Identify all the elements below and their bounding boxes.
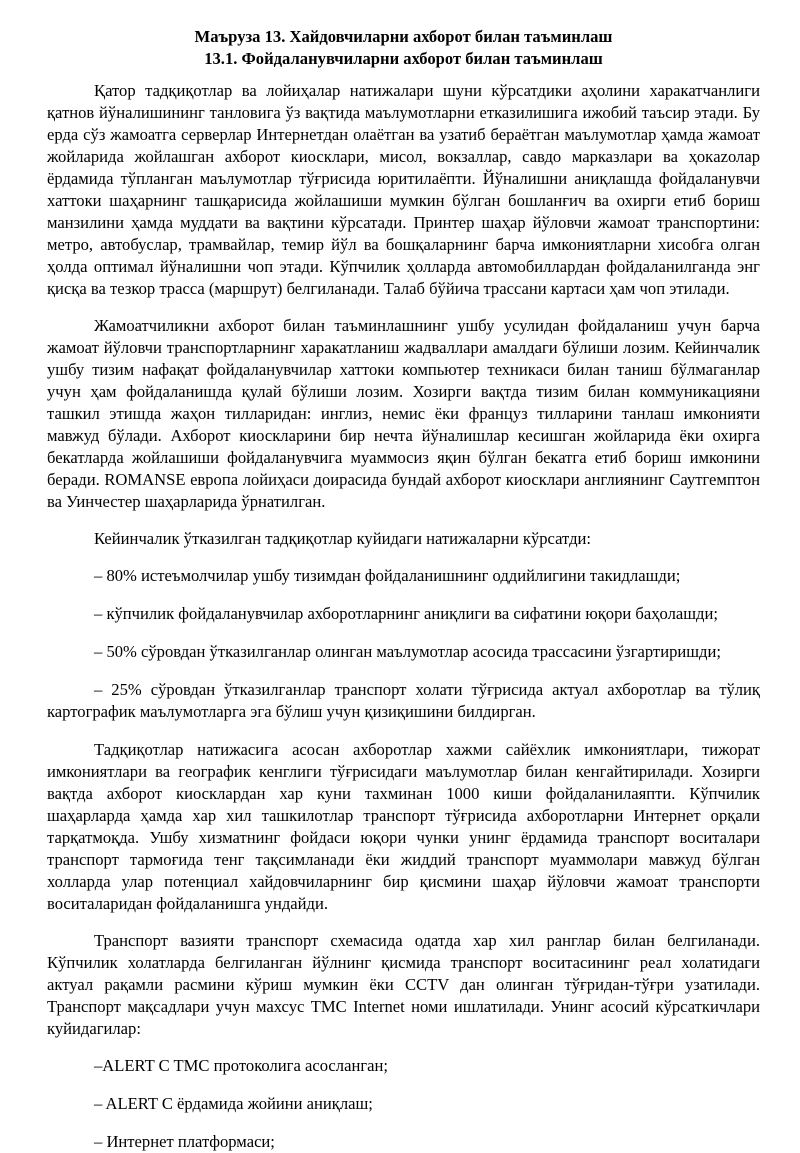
indicators-list	[47, 1055, 760, 1153]
title-block	[47, 26, 760, 70]
results-list	[47, 565, 760, 723]
list-item: –ALERT C TMC протоколига асосланган;	[94, 1056, 388, 1075]
paragraph-5: Транспорт вазияти транспорт схемасида одатда хар хил ранглар билан белгиланади. Кўпчилик холатларда белгиланган йўлнинг қисмида транспорт воситасининг реал холатидаги актуал рақамли расмини кўриш мумкин ёки CCTV дан олинган тўғридан-тўғри узатилади. Транспорт мақсадлари учун махсус TMC Internet номи ишлатилади. Унинг асосий кўрсаткичлари куйидагилар:	[47, 931, 760, 1038]
list-item: – 50% сўровдан ўтказилганлар олинган маълумотлар асосида трассасини ўзгартиришди;	[94, 642, 721, 661]
paragraph-1: Қатор тадқиқотлар ва лойиҳалар натижалари шуни кўрсатдики аҳолини харакатчанлиги қатнов йўналишининг танловига ўз вақтида маълумотларни етказилишига ижобий таъсир этади. Бу ерда сўз жамоатга серверлар Интернетдан олаётган ва узатиб бераётган маълумотлар ҳамда жамоат жойларида жойлашган ахборот киосклари, мисол, вокзаллар, савдо марказлари ва ҳокazолар ёрдамида тўпланган маълумотлар тўғрисида юритилаёпти. Йўналишни аниқлашда фойдаланувчи хаттоки шаҳарнинг ташқарисида жойлашиши мумкин бўлган бошланғич ва охирги етиб бориш манзилини ҳамда муддати ва вақтини кўрсатади. Принтер шаҳар йўловчи жамоат транспортини: метро, автобуслар, трамвайлар, темир йўл ва бошқаларнинг барча имкониятларни хисобга олган ҳолда оптимал йўналишни чоп этади. Кўпчилик ҳолларда автомобиллардан фойдаланилганда энг қисқа ва тезкор трасса (маршрут) белгиланади. Талаб бўйича трассани картаси ҳам чоп этилади.	[47, 81, 760, 298]
paragraph-2: Жамоатчиликни ахборот билан таъминлашнинг ушбу усулидан фойдаланиш учун барча жамоат йўловчи транспортларнинг харакатланиш жадваллари амалдаги бўлиши лозим. Кейинчалик ушбу тизим нафақат фойдаланувчилар хаттоки компьютер техникаси билан таниш бўлмаганлар учун ҳам фойдаланишда қулай бўлиши лозим. Хозирги вақтда тизим билан коммуникацияни ташкил этишда жаҳон тилларидан: инглиз, немис ёки француз тилларини танлаш имконияти мавжуд бўлади. Ахборот киоскларини бир нечта йўналишлар кесишган жойларида ёки охирга бекатларда жойлашиши фойдаланувчига муаммосиз яқин бўлган бекатга етиб бориш имконини беради. ROMANSE европа лойиҳаси доирасида бундай ахборот киосклари англиянинг Саутгемптон ва Уинчестер шаҳарларида ўрнатилган.	[47, 316, 760, 511]
paragraph-3: Кейинчалик ўтказилган тадқиқотлар куйидаги натижаларни кўрсатди:	[94, 529, 592, 548]
section-title: 13.1. Фойдаланувчиларни ахборот билан таъминлаш	[204, 49, 603, 68]
lecture-title: Маъруза 13. Хайдовчиларни ахборот билан таъминлаш	[194, 27, 613, 46]
list-item: – 25% сўровдан ўтказилганлар транспорт холати тўғрисида актуал ахборотлар ва тўлиқ картографик маълумотларга эга бўлиш учун қизиқишини билдирган.	[47, 680, 760, 721]
list-item: – 80% истеъмолчилар ушбу тизимдан фойдаланишнинг оддийлигини такидлашди;	[94, 566, 681, 585]
list-item: – ALERT C ёрдамида жойини аниқлаш;	[94, 1094, 373, 1113]
paragraph-4: Тадқиқотлар натижасига асосан ахборотлар хажми сайёхлик имкониятлари, тижорат имкониятлари ва географик кенглиги тўғрисидаги маълумотлар билан кенгайтирилади. Хозирги вақтда ахборот киосклардан хар куни тахминан 1000 киши фойдаланилаяпти. Кўпчилик шаҳарларда ҳамда хар хил ташкилотлар транспорт тўғрисида ахборотларни Интернет орқали тарқатмоқда. Ушбу хизматнинг фойдаси юқори чунки унинг ёрдамида транспорт воситалари транспорт тармоғида тенг тақсимланади ёки жиддий транспорт муаммолари мавжуд бўлган холларда улар потенциал хайдовчиларнинг бир қисмини шаҳар йўловчи жамоат транспорти воситаларидан фойдаланишга ундайди.	[47, 740, 760, 913]
list-item: – кўпчилик фойдаланувчилар ахборотларнинг аниқлиги ва сифатини юқори баҳолашди;	[94, 604, 718, 623]
list-item: – Интернет платформаси;	[94, 1132, 275, 1151]
